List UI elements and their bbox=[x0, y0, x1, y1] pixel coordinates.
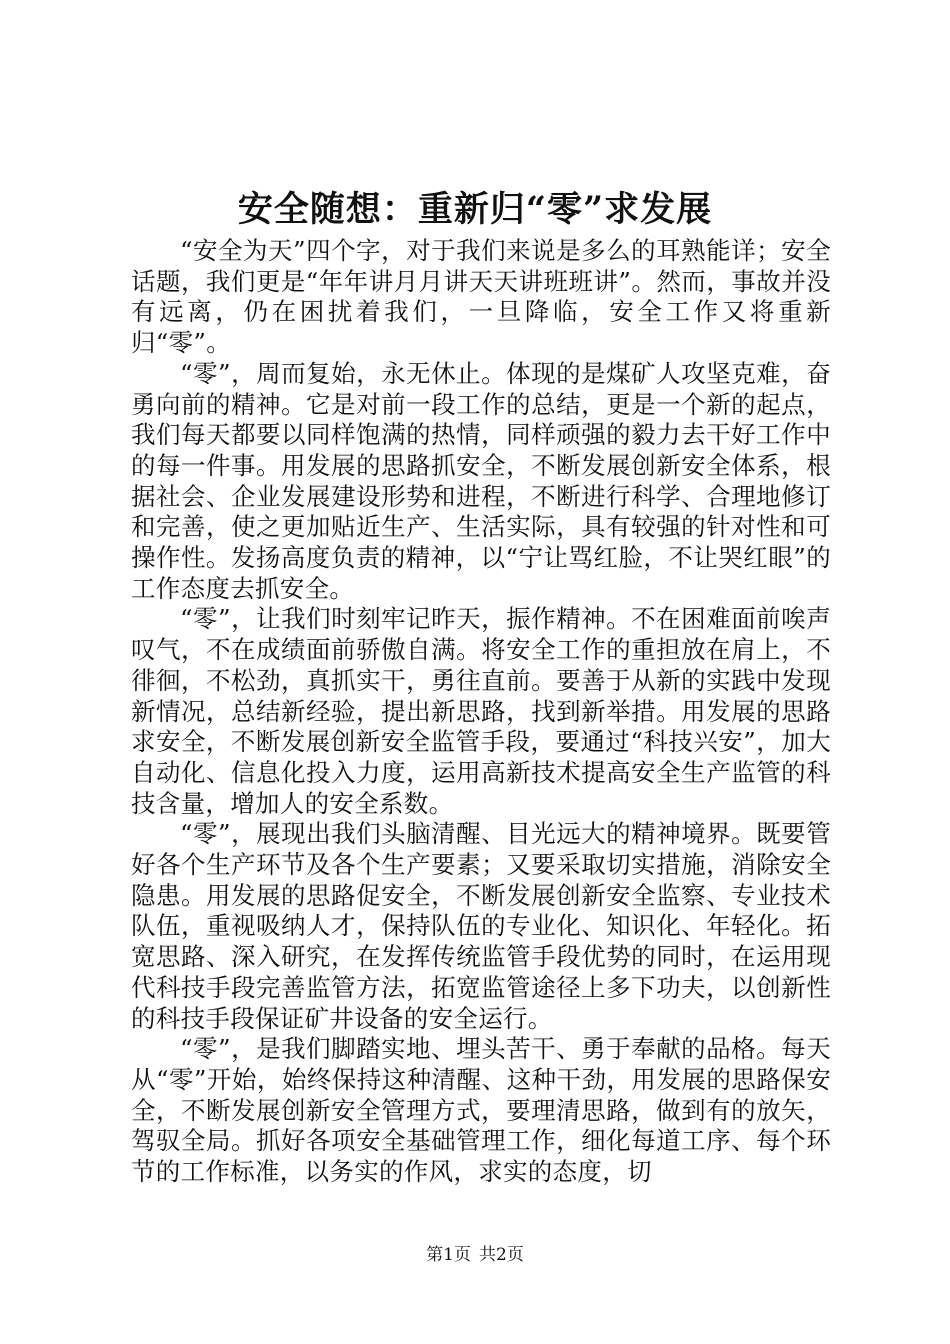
paragraph-2: “零”，周而复始，永无休止。体现的是煤矿人攻坚克难，奋勇向前的精神。它是对前一段工作的总结，更是一个新的起点，我们每天都要以同样饱满的热情，同样顽强的毅力去干好工作中的每一件事。用发展的思路抓安全，不断发展创新安全体系，根据社会、企业发展建设形势和进程，不断进行科学、合理地修订和完善，使之更加贴近生产、生活实际，具有较强的针对性和可操作性。发扬高度负责的精神，以“宁让骂红脸，不让哭红眼”的工作态度去抓安全。 bbox=[131, 358, 831, 603]
page-footer bbox=[0, 1244, 950, 1266]
page-number: 第1页 bbox=[426, 1245, 471, 1265]
paragraph-4: “零”，展现出我们头脑清醒、目光远大的精神境界。既要管好各个生产环节及各个生产要素；又要采取切实措施，消除安全隐患。用发展的思路促安全，不断发展创新安全监察、专业技术队伍，重视吸纳人才，保持队伍的专业化、知识化、年轻化。拓宽思路、深入研究，在发挥传统监管手段优势的同时，在运用现代科技手段完善监管方法，拓宽监管途径上多下功夫，以创新性的科技手段保证矿井设备的安全运行。 bbox=[131, 819, 831, 1033]
paragraph-3: “零”，让我们时刻牢记昨天，振作精神。不在困难面前唉声叹气，不在成绩面前骄傲自满。将安全工作的重担放在肩上，不徘徊，不松劲，真抓实干，勇往直前。要善于从新的实践中发现新情况，总结新经验，提出新思路，找到新举措。用发展的思路求安全，不断发展创新安全监管手段，要通过“科技兴安”，加大自动化、信息化投入力度，运用高新技术提高安全生产监管的科技含量，增加人的安全系数。 bbox=[131, 604, 831, 818]
document-title: 安全随想：重新归“零”求发展 bbox=[237, 189, 713, 230]
paragraph-5: “零”，是我们脚踏实地、埋头苦干、勇于奉献的品格。每天从“零”开始，始终保持这种清醒、这种干劲，用发展的思路保安全，不断发展创新安全管理方式，要理清思路，做到有的放矢，驾驭全局。抓好各项安全基础管理工作，细化每道工序、每个环节的工作标准，以务实的作风，求实的态度，切 bbox=[131, 1034, 831, 1187]
paragraph-1: “安全为天”四个字，对于我们来说是多么的耳熟能详；安全话题，我们更是“年年讲月月讲天天讲班班讲”。然而，事故并没有远离，仍在困扰着我们，一旦降临，安全工作又将重新归“零”。 bbox=[131, 236, 831, 358]
document-body bbox=[131, 236, 831, 1188]
page-total: 共2页 bbox=[479, 1245, 524, 1265]
